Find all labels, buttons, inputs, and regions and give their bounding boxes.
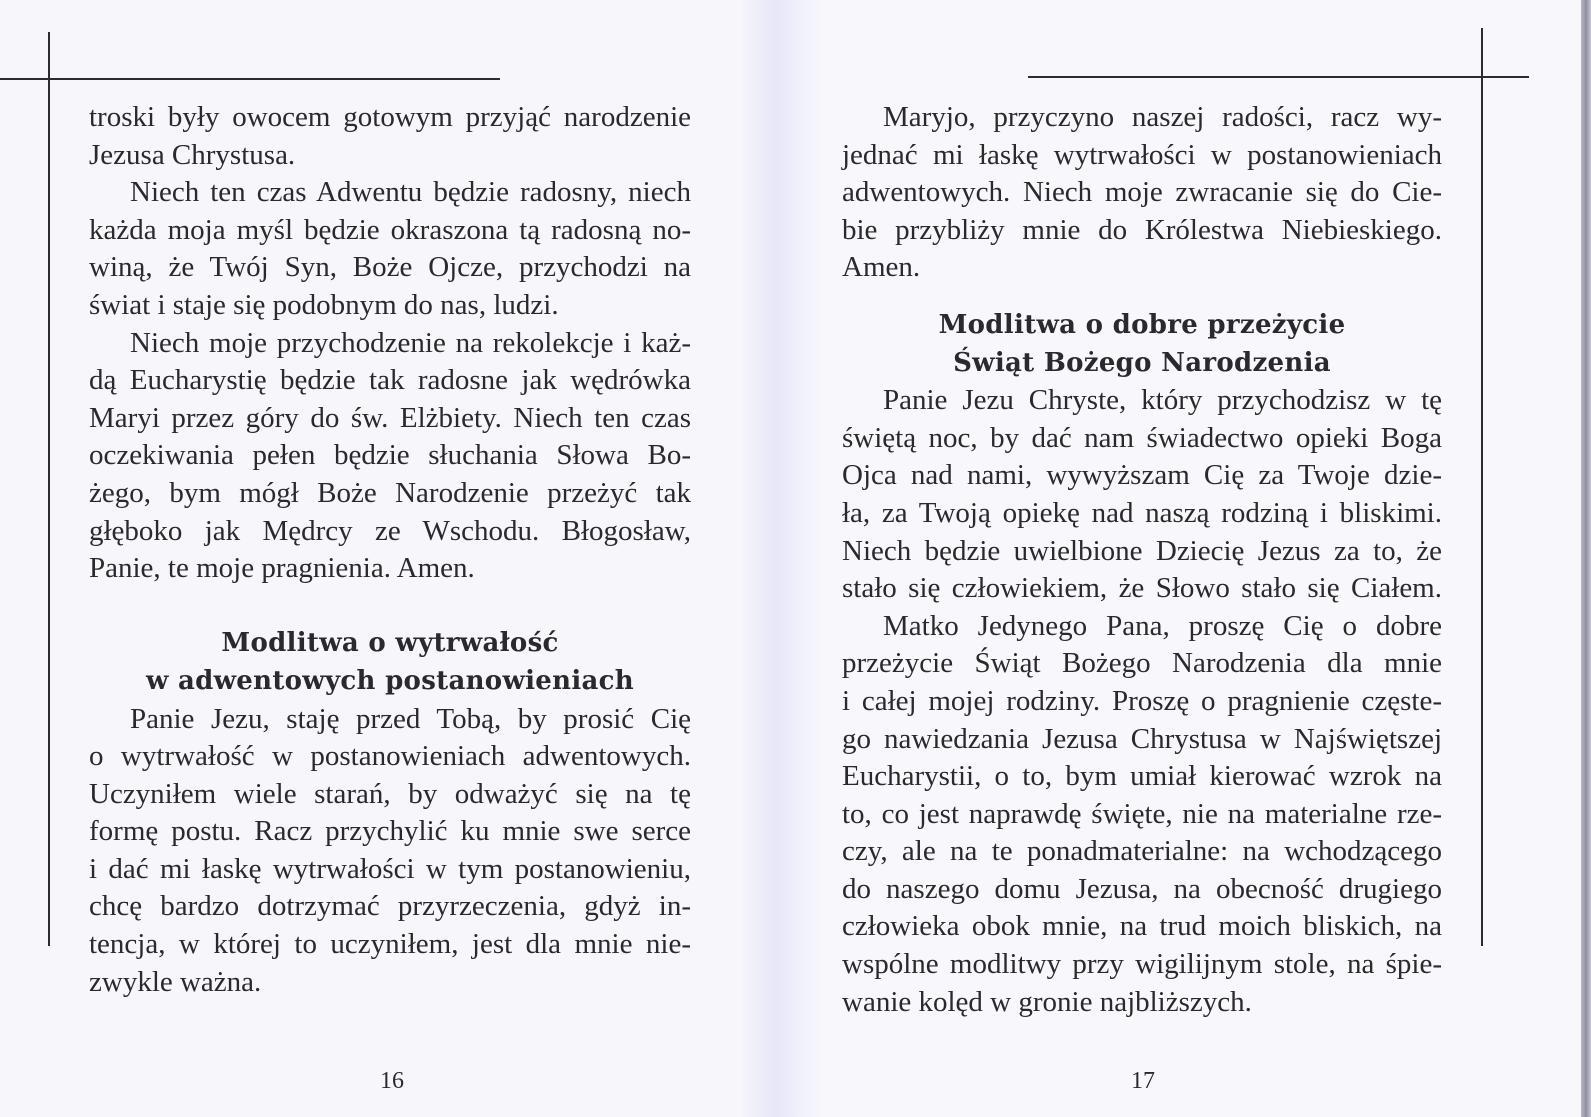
- text-line: jednać mi łaskę wytrwałości w postanowieniach: [842, 138, 1442, 171]
- text-line: Panie Jezu Chryste, który przychodzisz w tę: [883, 384, 1442, 417]
- spacer: [89, 588, 691, 626]
- text-line: Niech będzie uwielbione Dziecię Jezus za to, że: [842, 534, 1442, 567]
- text-line: oczekiwania pełen będzie słuchania Słowa Bo-: [89, 439, 691, 472]
- crop-mark-left-vertical: [48, 32, 50, 946]
- text-line: wanie kolęd w gronie najbliższych.: [842, 985, 1252, 1018]
- text-line: głęboko jak Mędrcy ze Wschodu. Błogosław,: [89, 514, 691, 547]
- book-spine-shadow: [740, 0, 830, 1117]
- text-line: świętą noc, by dać nam świadectwo opieki Boga: [842, 421, 1442, 454]
- text-line: żego, bym mógł Boże Narodzenie przeżyć tak: [89, 476, 691, 509]
- text-line: go nawiedzania Jezusa Chrystusa w Najświętszej: [842, 722, 1442, 755]
- right-page-text: [842, 99, 1442, 1021]
- text-line: formę postu. Racz przychylić ku mnie swe serce: [89, 815, 691, 848]
- text-line: Uczyniłem wiele starań, by odważyć się na tę: [89, 777, 691, 810]
- text-line: do naszego domu Jezusa, na obecność drugiego: [842, 872, 1442, 905]
- text-line: troski były owocem gotowym przyjąć narodzenie: [89, 101, 691, 133]
- text-line: wspólne modlitwy przy wigilijnym stole, na śpie-: [842, 948, 1442, 981]
- text-line: chcę bardzo dotrzymać przyrzeczenia, gdyż in-: [89, 890, 691, 923]
- text-line: dą Eucharystię będzie tak radosne jak wędrówka: [89, 364, 691, 397]
- page-number: 17: [1131, 1068, 1155, 1094]
- text-line: Matko Jedynego Pana, proszę Cię o dobre: [883, 609, 1442, 642]
- text-line: Amen.: [842, 251, 921, 284]
- text-line: winą, że Twój Syn, Boże Ojcze, przychodzi na: [89, 251, 691, 284]
- text-line: to, co jest naprawdę święte, nie na materialne rze-: [842, 797, 1442, 830]
- section-heading: Świąt Bożego Narodzenia: [953, 347, 1331, 378]
- text-line: bie przybliży mnie do Królestwa Niebieskiego.: [842, 213, 1442, 246]
- text-line: Ojca nad nami, wywyższam Cię za Twoje dzie-: [842, 459, 1442, 492]
- text-line: Niech moje przychodzenie na rekolekcje i każ-: [130, 326, 691, 359]
- text-line: przeżycie Świąt Bożego Narodzenia dla mnie: [842, 647, 1442, 680]
- text-line: stało się człowiekiem, że Słowo stało się Ciałem.: [842, 572, 1442, 605]
- crop-mark-left-horizontal: [0, 78, 500, 80]
- text-line: człowieka obok mnie, na trud moich bliskich, na: [842, 910, 1442, 943]
- text-line: o wytrwałość w postanowieniach adwentowych.: [89, 740, 691, 773]
- section-heading: Modlitwa o dobre przeżycie: [938, 309, 1346, 340]
- text-line: Jezusa Chrystusa.: [89, 138, 296, 171]
- text-line: każda moja myśl będzie okraszona tą radosną no-: [89, 213, 691, 246]
- section-heading: Modlitwa o wytrwałość: [221, 628, 559, 659]
- text-line: Panie Jezu, staję przed Tobą, by prosić Cię: [130, 702, 691, 735]
- section-heading: w adwentowych postanowieniach: [145, 665, 635, 696]
- page-number: 16: [380, 1068, 404, 1094]
- page-edge: [1581, 0, 1591, 1117]
- text-line: Maryi przez góry do św. Elżbiety. Niech ten czas: [89, 401, 691, 434]
- crop-mark-right-vertical: [1481, 28, 1483, 946]
- text-line: świat i staje się podobnym do nas, ludzi.: [89, 288, 559, 321]
- text-line: i dać mi łaskę wytrwałości w tym postanowieniu,: [89, 852, 691, 885]
- crop-mark-right-horizontal: [1028, 76, 1529, 78]
- text-line: adwentowych. Niech moje zwracanie się do Cie-: [842, 176, 1442, 209]
- text-line: zwykle ważna.: [89, 965, 262, 998]
- text-line: Eucharystii, o to, bym umiał kierować wzrok na: [842, 760, 1442, 793]
- text-line: i całej mojej rodziny. Proszę o pragnienie częste-: [842, 684, 1442, 717]
- text-line: ła, za Twoją opiekę nad naszą rodziną i bliskimi.: [842, 496, 1442, 529]
- text-line: czy, ale na te ponadmaterialne: na wchodzącego: [842, 835, 1442, 868]
- text-line: Panie, te moje pragnienia. Amen.: [89, 552, 475, 585]
- text-line: tencja, w której to uczyniłem, jest dla mnie nie-: [89, 928, 691, 961]
- text-line: Maryjo, przyczyno naszej radości, racz wy-: [883, 101, 1442, 133]
- text-line: Niech ten czas Adwentu będzie radosny, niech: [130, 176, 691, 209]
- left-page-text: [89, 99, 691, 1001]
